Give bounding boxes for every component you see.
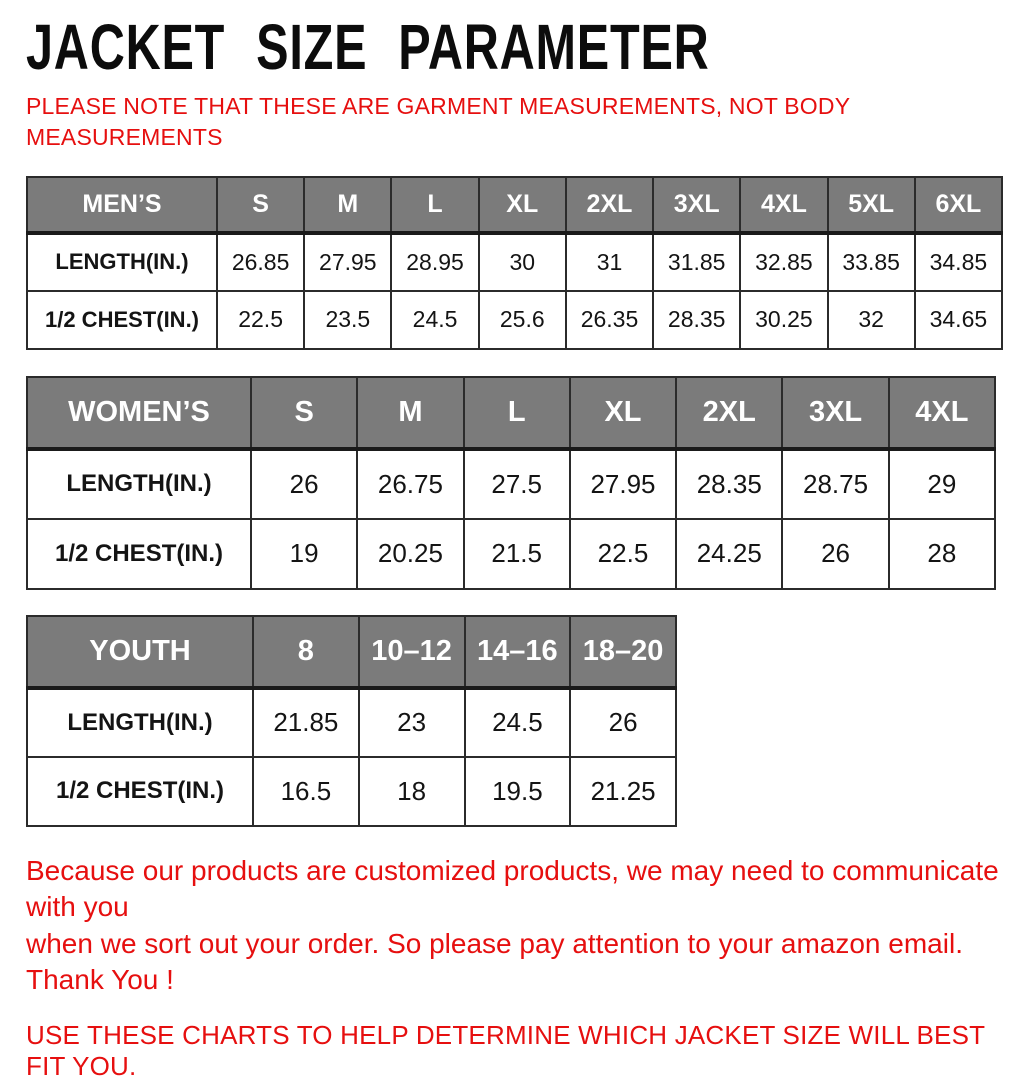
page-title-row — [26, 11, 1000, 83]
page-title: JACKET SIZE PARAMETER — [26, 11, 710, 83]
note-line: PLEASE NOTE THAT THESE ARE GARMENT MEASUREMENTS, NOT BODY — [26, 93, 851, 120]
header-row — [27, 177, 1002, 233]
row-label: LENGTH(IN.) — [27, 688, 253, 757]
footer-line: Because our products are customized products, we may need to communicate with you — [26, 854, 999, 923]
measurement-cell: 31 — [566, 233, 653, 291]
table-row — [27, 233, 1002, 291]
size-column-header: 4XL — [740, 177, 827, 233]
measurement-cell: 27.95 — [570, 449, 676, 519]
size-column-header: S — [217, 177, 304, 233]
size-column-header: 4XL — [889, 377, 995, 449]
size-column-header: 8 — [253, 616, 359, 688]
row-label: 1/2 CHEST(IN.) — [27, 291, 217, 349]
size-column-header: 5XL — [828, 177, 915, 233]
table-row — [27, 449, 995, 519]
measurement-cell: 28.35 — [653, 291, 740, 349]
fit-instruction: USE THESE CHARTS TO HELP DETERMINE WHICH JACKET SIZE WILL BEST FIT YOU. — [26, 1020, 985, 1082]
measurement-cell: 23.5 — [304, 291, 391, 349]
measurement-cell: 23 — [359, 688, 465, 757]
row-label: LENGTH(IN.) — [27, 233, 217, 291]
footer-line: when we sort out your order. So please pay attention to your amazon email. Thank You ! — [26, 927, 963, 996]
size-column-header: 2XL — [676, 377, 782, 449]
header-row — [27, 377, 995, 449]
measurement-cell: 29 — [889, 449, 995, 519]
measurement-cell: 31.85 — [653, 233, 740, 291]
measurement-cell: 28.35 — [676, 449, 782, 519]
measurement-cell: 28.75 — [782, 449, 888, 519]
size-column-header: M — [357, 377, 463, 449]
note-line: MEASUREMENTS — [26, 123, 223, 150]
measurement-cell: 27.95 — [304, 233, 391, 291]
size-column-header: 14–16 — [465, 616, 571, 688]
measurement-cell: 24.5 — [391, 291, 478, 349]
size-column-header: L — [464, 377, 570, 449]
size-column-header: 2XL — [566, 177, 653, 233]
measurement-cell: 16.5 — [253, 757, 359, 826]
measurement-cell: 32 — [828, 291, 915, 349]
measurement-cell: 25.6 — [479, 291, 566, 349]
measurement-cell: 22.5 — [570, 519, 676, 589]
measurement-cell: 21.5 — [464, 519, 570, 589]
womens-size-table — [26, 376, 996, 590]
measurement-cell: 27.5 — [464, 449, 570, 519]
measurement-cell: 19.5 — [465, 757, 571, 826]
measurement-cell: 21.25 — [570, 757, 676, 826]
size-column-header: M — [304, 177, 391, 233]
table-row — [27, 291, 1002, 349]
measurement-cell: 18 — [359, 757, 465, 826]
measurement-cell: 24.5 — [465, 688, 571, 757]
table-row — [27, 519, 995, 589]
measurement-cell: 21.85 — [253, 688, 359, 757]
size-column-header: 3XL — [653, 177, 740, 233]
table-row — [27, 757, 676, 826]
measurement-cell: 30.25 — [740, 291, 827, 349]
size-column-header: S — [251, 377, 357, 449]
measurement-cell: 32.85 — [740, 233, 827, 291]
youth-table-header-cell: YOUTH — [27, 616, 253, 688]
garment-measurement-note — [26, 91, 1000, 152]
size-column-header: XL — [479, 177, 566, 233]
measurement-cell: 26 — [251, 449, 357, 519]
measurement-cell: 26.85 — [217, 233, 304, 291]
measurement-cell: 22.5 — [217, 291, 304, 349]
measurement-cell: 20.25 — [357, 519, 463, 589]
size-column-header: 18–20 — [570, 616, 676, 688]
womens-table-header-cell: WOMEN’S — [27, 377, 251, 449]
measurement-cell: 26.35 — [566, 291, 653, 349]
row-label: 1/2 CHEST(IN.) — [27, 519, 251, 589]
mens-size-table — [26, 176, 1003, 350]
measurement-cell: 28 — [889, 519, 995, 589]
measurement-cell: 24.25 — [676, 519, 782, 589]
measurement-cell: 26.75 — [357, 449, 463, 519]
measurement-cell: 19 — [251, 519, 357, 589]
size-column-header: 6XL — [915, 177, 1002, 233]
measurement-cell: 26 — [570, 688, 676, 757]
row-label: 1/2 CHEST(IN.) — [27, 757, 253, 826]
mens-table-header-cell: MEN’S — [27, 177, 217, 233]
row-label: LENGTH(IN.) — [27, 449, 251, 519]
measurement-cell: 28.95 — [391, 233, 478, 291]
header-row — [27, 616, 676, 688]
size-column-header: L — [391, 177, 478, 233]
size-column-header: 10–12 — [359, 616, 465, 688]
size-column-header: XL — [570, 377, 676, 449]
size-column-header: 3XL — [782, 377, 888, 449]
measurement-cell: 34.65 — [915, 291, 1002, 349]
table-row — [27, 688, 676, 757]
customization-notice — [26, 853, 1000, 999]
measurement-cell: 30 — [479, 233, 566, 291]
measurement-cell: 26 — [782, 519, 888, 589]
measurement-cell: 34.85 — [915, 233, 1002, 291]
youth-size-table — [26, 615, 677, 827]
measurement-cell: 33.85 — [828, 233, 915, 291]
